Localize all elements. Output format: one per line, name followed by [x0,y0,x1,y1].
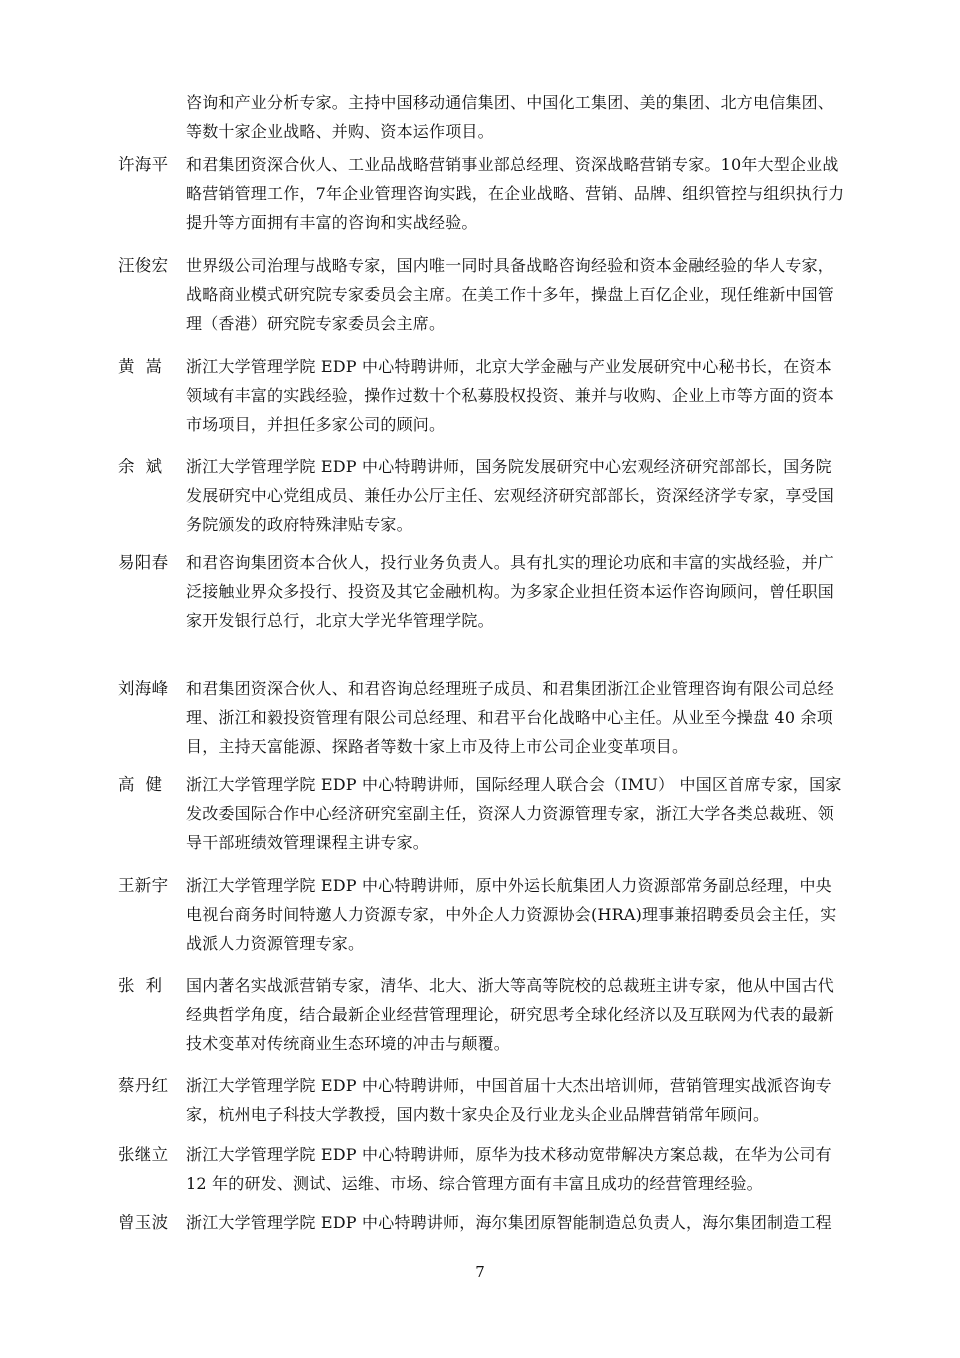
person-description: 浙江大学管理学院 EDP 中心特聘讲师，中国首届十大杰出培训师，营销管理实战派咨询专家，杭州电子科技大学教授，国内数十家央企及行业龙头企业品牌营销常年顾问。 [186,1076,832,1124]
person-description: 浙江大学管理学院 EDP 中心特聘讲师，北京大学金融与产业发展研究中心秘书长，在资本领域有丰富的实践经验，操作过数十个私募股权投资、兼并与收购、企业上市等方面的资本市场项目，并担任多家公司的顾问。 [186,357,835,434]
person-name: 曾玉波 [118,1213,169,1232]
person-name: 张利 [118,976,173,995]
person-description: 浙江大学管理学院 EDP 中心特聘讲师，原中外运长航集团人力资源部常务副总经理，中央电视台商务时间特邀人力资源专家，中外企人力资源协会(HRA)理事兼招聘委员会主任，实战派人力资源管理专家。 [186,876,837,953]
person-name: 蔡丹红 [118,1076,169,1095]
person-name: 汪俊宏 [118,256,169,275]
person-name: 高健 [118,775,173,794]
person-name: 黄嵩 [118,357,173,376]
person-description: 和君集团资深合伙人、工业品战略营销事业部总经理、资深战略营销专家。10年大型企业战略营销管理工作，7年企业管理咨询实践，在企业战略、营销、品牌、组织管控与组织执行力提升等方面拥有丰富的咨询和实战经验。 [186,155,845,232]
person-description: 浙江大学管理学院 EDP 中心特聘讲师，原华为技术移动宽带解决方案总裁，在华为公司有 12 年的研发、测试、运维、市场、综合管理方面有丰富且成功的经营管理经验。 [186,1145,832,1193]
person-name: 王新宇 [118,876,169,895]
page-number: 7 [475,1263,485,1281]
person-name: 刘海峰 [118,679,169,698]
person-name: 余斌 [118,457,173,476]
person-description: 浙江大学管理学院 EDP 中心特聘讲师，国务院发展研究中心宏观经济研究部部长，国务院发展研究中心党组成员、兼任办公厅主任、宏观经济研究部部长，资深经济学专家，享受国务院颁发的政府特殊津贴专家。 [186,457,835,534]
person-name: 易阳春 [118,553,169,572]
person-description: 国内著名实战派营销专家，清华、北大、浙大等高等院校的总裁班主讲专家，他从中国古代经典哲学角度，结合最新企业经营管理理论，研究思考全球化经济以及互联网为代表的最新技术变革对传统商业生态环境的冲击与颠覆。 [186,976,835,1053]
person-description: 和君咨询集团资本合伙人，投行业务负责人。具有扎实的理论功底和丰富的实战经验，并广泛接触业界众多投行、投资及其它金融机构。为多家企业担任资本运作咨询顾问，曾任职国家开发银行总行，北京大学光华管理学院。 [186,553,835,630]
person-description: 世界级公司治理与战略专家，国内唯一同时具备战略咨询经验和资本金融经验的华人专家，战略商业模式研究院专家委员会主席。在美工作十多年，操盘上百亿企业，现任维新中国管理（香港）研究院专家委员会主席。 [186,256,835,333]
person-description: 浙江大学管理学院 EDP 中心特聘讲师，国际经理人联合会（IMU） 中国区首席专家，国家发改委国际合作中心经济研究室副主任，资深人力资源管理专家，浙江大学各类总裁班、领导干部班绩效管理课程主讲专家。 [186,775,842,852]
continuation-paragraph: 咨询和产业分析专家。主持中国移动通信集团、中国化工集团、美的集团、北方电信集团、等数十家企业战略、并购、资本运作项目。 [186,93,835,141]
person-name: 许海平 [118,155,169,174]
person-name: 张继立 [118,1145,169,1164]
person-description: 和君集团资深合伙人、和君咨询总经理班子成员、和君集团浙江企业管理咨询有限公司总经理、浙江和毅投资管理有限公司总经理、和君平台化战略中心主任。从业至今操盘 40 余项目，主持天富能源、探路者等数十家上市及待上市公司企业变革项目。 [186,679,835,756]
person-description: 浙江大学管理学院 EDP 中心特聘讲师，海尔集团原智能制造总负责人，海尔集团制造工程 [186,1213,832,1232]
